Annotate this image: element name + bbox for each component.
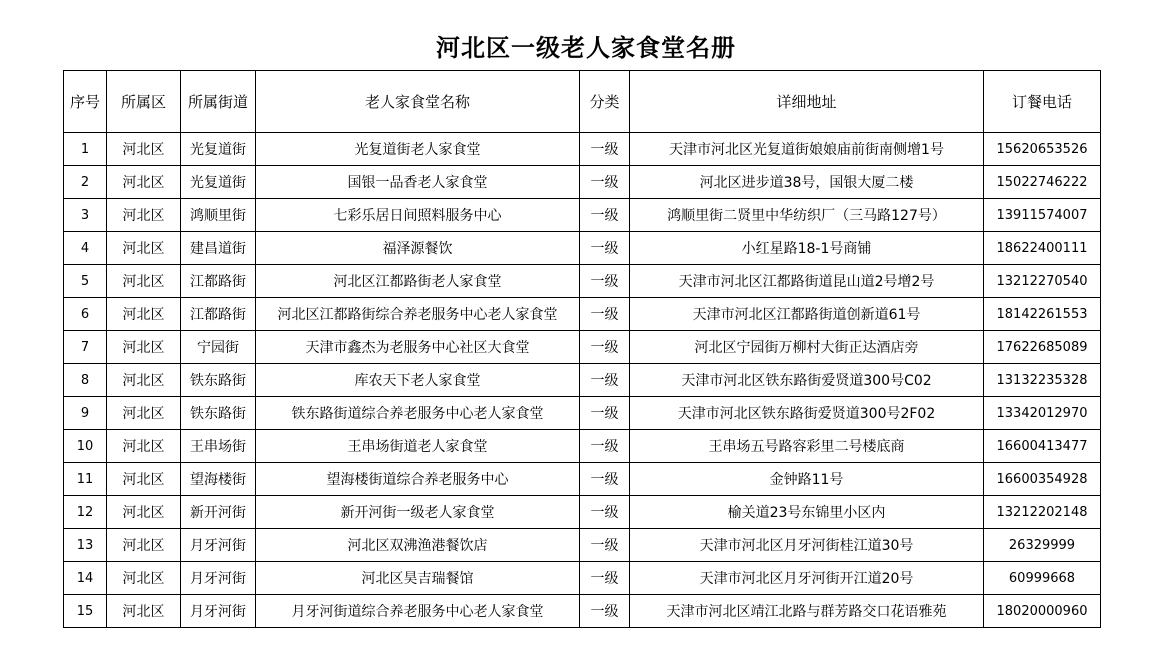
table-row [64,364,1101,397]
table-row [64,463,1101,496]
cell-canteen-name: 库农天下老人家食堂 [256,364,580,397]
cell-street: 王串场街 [181,430,256,463]
cell-street: 铁东路街 [181,397,256,430]
cell-district: 河北区 [107,496,181,529]
table-row [64,397,1101,430]
cell-category: 一级 [580,133,630,166]
table-row [64,166,1101,199]
cell-phone: 13132235328 [984,364,1101,397]
table-row [64,199,1101,232]
cell-phone: 18020000960 [984,595,1101,628]
cell-no: 12 [64,496,107,529]
cell-canteen-name: 望海楼街道综合养老服务中心 [256,463,580,496]
cell-district: 河北区 [107,595,181,628]
cell-address: 榆关道23号东锦里小区内 [630,496,984,529]
cell-no: 7 [64,331,107,364]
column-header-address: 详细地址 [630,71,984,133]
cell-no: 15 [64,595,107,628]
cell-phone: 16600354928 [984,463,1101,496]
cell-street: 月牙河街 [181,595,256,628]
cell-phone: 18622400111 [984,232,1101,265]
cell-no: 11 [64,463,107,496]
cell-canteen-name: 河北区双沸渔港餐饮店 [256,529,580,562]
cell-canteen-name: 新开河街一级老人家食堂 [256,496,580,529]
cell-phone: 17622685089 [984,331,1101,364]
cell-no: 14 [64,562,107,595]
cell-street: 宁园街 [181,331,256,364]
cell-street: 江都路街 [181,298,256,331]
cell-district: 河北区 [107,265,181,298]
cell-address: 天津市河北区光复道街娘娘庙前街南侧增1号 [630,133,984,166]
cell-no: 6 [64,298,107,331]
cell-no: 5 [64,265,107,298]
cell-address: 天津市河北区铁东路街爱贤道300号2F02 [630,397,984,430]
cell-district: 河北区 [107,463,181,496]
table-row [64,298,1101,331]
table-row [64,331,1101,364]
document-title: 河北区一级老人家食堂名册 [436,34,736,62]
column-header-phone: 订餐电话 [984,71,1101,133]
table-row [64,430,1101,463]
cell-category: 一级 [580,496,630,529]
cell-address: 鸿顺里街二贤里中华纺织厂（三马路127号） [630,199,984,232]
cell-canteen-name: 国银一品香老人家食堂 [256,166,580,199]
cell-canteen-name: 天津市鑫杰为老服务中心社区大食堂 [256,331,580,364]
cell-phone: 15620653526 [984,133,1101,166]
table-row [64,265,1101,298]
column-header-no: 序号 [64,71,107,133]
table-row [64,529,1101,562]
cell-canteen-name: 河北区江都路街综合养老服务中心老人家食堂 [256,298,580,331]
cell-phone: 13212270540 [984,265,1101,298]
cell-category: 一级 [580,331,630,364]
cell-phone: 13911574007 [984,199,1101,232]
cell-canteen-name: 七彩乐居日间照料服务中心 [256,199,580,232]
cell-canteen-name: 福泽源餐饮 [256,232,580,265]
cell-category: 一级 [580,298,630,331]
cell-category: 一级 [580,463,630,496]
cell-category: 一级 [580,265,630,298]
cell-address: 金钟路11号 [630,463,984,496]
cell-phone: 13342012970 [984,397,1101,430]
cell-address: 天津市河北区月牙河街桂江道30号 [630,529,984,562]
cell-no: 13 [64,529,107,562]
cell-street: 望海楼街 [181,463,256,496]
table-header-row [64,71,1101,133]
cell-category: 一级 [580,595,630,628]
cell-street: 江都路街 [181,265,256,298]
cell-district: 河北区 [107,364,181,397]
cell-district: 河北区 [107,133,181,166]
cell-address: 河北区宁园街万柳村大街正达酒店旁 [630,331,984,364]
cell-address: 天津市河北区靖江北路与群芳路交口花语雅苑 [630,595,984,628]
table-row [64,133,1101,166]
cell-district: 河北区 [107,562,181,595]
cell-street: 光复道街 [181,166,256,199]
cell-category: 一级 [580,562,630,595]
cell-category: 一级 [580,364,630,397]
table-row [64,232,1101,265]
cell-address: 天津市河北区月牙河街开江道20号 [630,562,984,595]
cell-no: 8 [64,364,107,397]
cell-canteen-name: 月牙河街道综合养老服务中心老人家食堂 [256,595,580,628]
cell-phone: 16600413477 [984,430,1101,463]
cell-street: 鸿顺里街 [181,199,256,232]
table-row [64,562,1101,595]
cell-category: 一级 [580,397,630,430]
column-header-street: 所属街道 [181,71,256,133]
cell-street: 月牙河街 [181,562,256,595]
cell-street: 新开河街 [181,496,256,529]
canteen-register-table [63,70,1101,628]
cell-canteen-name: 河北区昊吉瑞餐馆 [256,562,580,595]
cell-no: 3 [64,199,107,232]
cell-address: 天津市河北区江都路街道创新道61号 [630,298,984,331]
table-body [64,133,1101,628]
cell-district: 河北区 [107,331,181,364]
cell-district: 河北区 [107,166,181,199]
cell-no: 1 [64,133,107,166]
cell-address: 王串场五号路容彩里二号楼底商 [630,430,984,463]
cell-phone: 15022746222 [984,166,1101,199]
cell-district: 河北区 [107,430,181,463]
cell-address: 河北区进步道38号，国银大厦二楼 [630,166,984,199]
cell-district: 河北区 [107,298,181,331]
cell-address: 天津市河北区铁东路街爱贤道300号C02 [630,364,984,397]
cell-street: 月牙河街 [181,529,256,562]
cell-no: 10 [64,430,107,463]
cell-no: 4 [64,232,107,265]
cell-category: 一级 [580,166,630,199]
cell-street: 建昌道街 [181,232,256,265]
cell-category: 一级 [580,232,630,265]
cell-no: 2 [64,166,107,199]
cell-canteen-name: 河北区江都路街老人家食堂 [256,265,580,298]
cell-canteen-name: 铁东路街道综合养老服务中心老人家食堂 [256,397,580,430]
cell-district: 河北区 [107,199,181,232]
cell-street: 光复道街 [181,133,256,166]
cell-phone: 18142261553 [984,298,1101,331]
cell-canteen-name: 光复道街老人家食堂 [256,133,580,166]
cell-category: 一级 [580,199,630,232]
cell-address: 小红星路18-1号商铺 [630,232,984,265]
cell-street: 铁东路街 [181,364,256,397]
column-header-name: 老人家食堂名称 [256,71,580,133]
cell-phone: 13212202148 [984,496,1101,529]
cell-district: 河北区 [107,232,181,265]
table-row [64,595,1101,628]
cell-phone: 26329999 [984,529,1101,562]
cell-category: 一级 [580,430,630,463]
column-header-category: 分类 [580,71,630,133]
cell-no: 9 [64,397,107,430]
cell-canteen-name: 王串场街道老人家食堂 [256,430,580,463]
cell-phone: 60999668 [984,562,1101,595]
cell-district: 河北区 [107,397,181,430]
cell-category: 一级 [580,529,630,562]
column-header-district: 所属区 [107,71,181,133]
cell-address: 天津市河北区江都路街道昆山道2号增2号 [630,265,984,298]
cell-district: 河北区 [107,529,181,562]
table-row [64,496,1101,529]
